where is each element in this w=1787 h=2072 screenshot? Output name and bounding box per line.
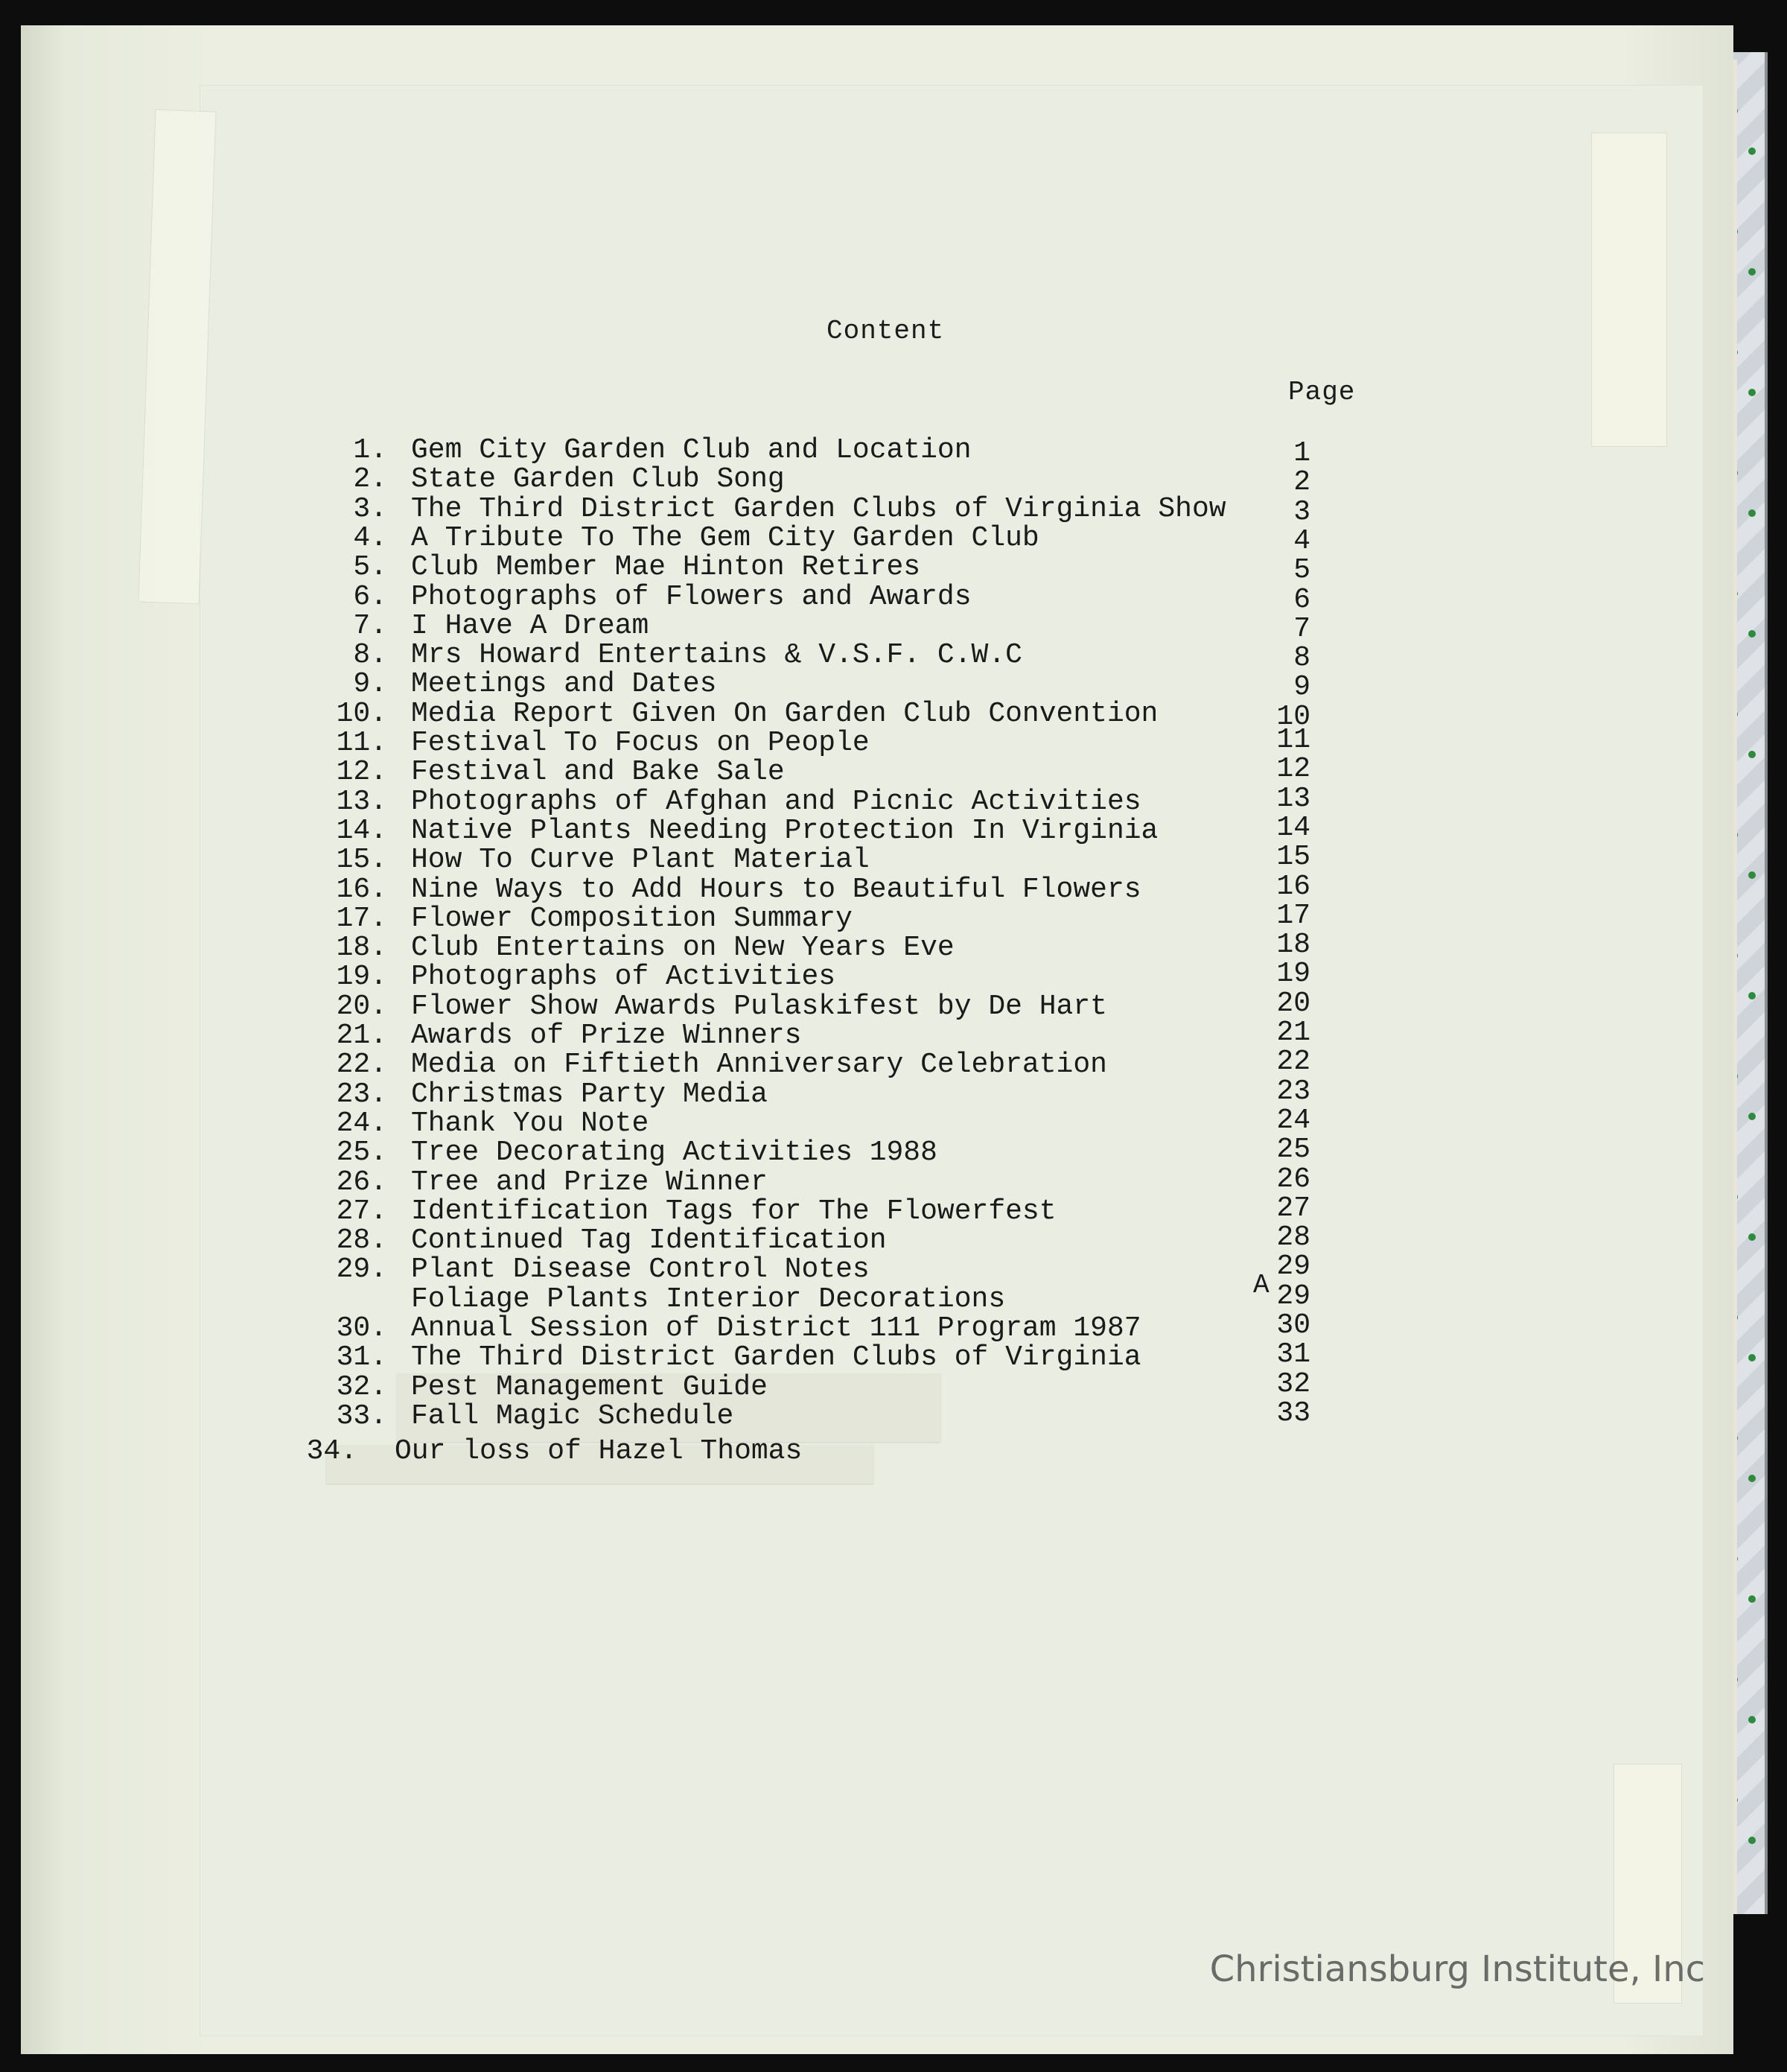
cover-pattern-dot: [1748, 1354, 1756, 1361]
toc-entry-page: 22: [1276, 1046, 1310, 1078]
toc-entry-page: 5: [1293, 554, 1310, 587]
toc-entry: [0, 1192, 1713, 1227]
toc-entry-title: Flower Composition Summary: [411, 902, 853, 935]
toc-entry-page: 28: [1276, 1221, 1310, 1254]
toc-entry-page: 3: [1293, 495, 1310, 528]
toc-entry-title: Foliage Plants Interior Decorations: [411, 1283, 1006, 1315]
toc-entry: [0, 668, 1713, 704]
toc-entry: [0, 492, 1713, 528]
toc-entry-number: 23.: [336, 1078, 387, 1110]
toc-entry-title: Christmas Party Media: [411, 1078, 768, 1110]
toc-entry-page: 17: [1276, 899, 1310, 932]
toc-entry-title: Plant Disease Control Notes: [411, 1253, 870, 1286]
toc-entry-title: Gem City Garden Club and Location: [411, 434, 972, 466]
cover-pattern-dot: [1748, 1837, 1756, 1844]
toc-entry-number: 4.: [353, 521, 387, 554]
page-title: Content: [826, 316, 945, 346]
toc-entry-page: 4: [1293, 524, 1310, 557]
toc-entry-title: Photographs of Flowers and Awards: [411, 580, 972, 613]
toc-entry-page: 11: [1276, 724, 1310, 756]
toc-entry-number: 31.: [336, 1341, 387, 1374]
toc-entry: [0, 870, 1713, 906]
toc-entry: [0, 753, 1713, 789]
toc-entry-number: 18.: [336, 932, 387, 965]
toc-entry: [0, 1134, 1713, 1169]
toc-entry-number: 12.: [336, 756, 387, 789]
toc-entry-number: 15.: [336, 844, 387, 877]
toc-entry-title: A Tribute To The Gem City Garden Club: [411, 521, 1039, 554]
toc-entry: [0, 1075, 1713, 1110]
toc-entry: [0, 697, 1713, 733]
toc-entry-title: Club Member Mae Hinton Retires: [411, 551, 921, 584]
toc-entry-number: 34.: [306, 1435, 357, 1468]
toc-entry-title: Festival To Focus on People: [411, 727, 870, 759]
toc-entry-page: 30: [1276, 1309, 1310, 1341]
toc-entry-page: 7: [1293, 612, 1310, 645]
toc-entry-number: 17.: [336, 902, 387, 935]
toc-entry-title: Identification Tags for The Flowerfest: [411, 1195, 1057, 1227]
page-column-header: Page: [1288, 377, 1356, 407]
toc-entry-number: 22.: [336, 1049, 387, 1081]
toc-entry-page: 31: [1276, 1338, 1310, 1371]
toc-entry-number: 29.: [336, 1253, 387, 1286]
toc-entry: [0, 811, 1713, 847]
toc-entry-page: 21: [1276, 1017, 1310, 1049]
toc-entry: [0, 987, 1713, 1023]
toc-entry-page: 2: [1293, 466, 1310, 499]
toc-entry-number: 6.: [353, 580, 387, 613]
toc-entry-page: 26: [1276, 1163, 1310, 1195]
toc-entry: [0, 639, 1713, 675]
toc-entry-title: Native Plants Needing Protection In Virginia: [411, 814, 1159, 847]
toc-entry: [0, 724, 1713, 759]
toc-entry-page: 15: [1276, 841, 1310, 874]
toc-entry-number: 5.: [353, 551, 387, 584]
toc-entry-page: 14: [1276, 811, 1310, 844]
toc-entry-page: 29: [1276, 1250, 1310, 1283]
cover-pattern-dot: [1748, 1233, 1756, 1241]
cover-pattern-dot: [1748, 389, 1756, 396]
toc-entry: [0, 1338, 1713, 1374]
toc-entry: [0, 782, 1713, 818]
toc-entry-number: 30.: [336, 1312, 387, 1344]
toc-entry-title: Thank You Note: [411, 1107, 649, 1140]
tape-strip-right: [1592, 133, 1666, 446]
cover-pattern-dot: [1748, 268, 1756, 276]
toc-entry-number: 8.: [353, 639, 387, 672]
toc-entry-number: 7.: [353, 609, 387, 642]
toc-entry: [0, 1396, 1713, 1432]
toc-entry-title: The Third District Garden Clubs of Virginia Show: [411, 492, 1226, 525]
toc-entry-number: 16.: [336, 873, 387, 906]
cover-pattern-dot: [1748, 1595, 1756, 1603]
toc-entry: [0, 929, 1713, 965]
toc-entry-page: 20: [1276, 987, 1310, 1020]
toc-entry-page: 8: [1293, 642, 1310, 675]
toc-entry-number: 3.: [353, 492, 387, 525]
toc-entry-page: 23: [1276, 1075, 1310, 1107]
toc-entry-number: 9.: [353, 668, 387, 701]
toc-entry-page: 13: [1276, 782, 1310, 815]
toc-entry: [0, 1163, 1713, 1198]
toc-entry-page: 32: [1276, 1367, 1310, 1400]
toc-entry-title: Festival and Bake Sale: [411, 756, 785, 789]
toc-entry-page: 12: [1276, 753, 1310, 786]
toc-entry-title: Pest Management Guide: [411, 1370, 768, 1403]
toc-entry-title: Media on Fiftieth Anniversary Celebration: [411, 1049, 1107, 1081]
toc-entry-page: 6: [1293, 583, 1310, 616]
toc-entry-number: 20.: [336, 990, 387, 1023]
toc-entry: [0, 609, 1713, 645]
toc-entry-number: 28.: [336, 1224, 387, 1257]
toc-entry-title: I Have A Dream: [411, 609, 649, 642]
cover-pattern-dot: [1748, 751, 1756, 758]
toc-entry-title: Club Entertains on New Years Eve: [411, 932, 955, 965]
toc-entry-title: Mrs Howard Entertains & V.S.F. C.W.C: [411, 639, 1022, 672]
toc-entry-number: 14.: [336, 814, 387, 847]
cover-pattern-dot: [1748, 1113, 1756, 1120]
toc-entry: [0, 1437, 1713, 1466]
toc-entry-page: 18: [1276, 929, 1310, 962]
toc-entry-page: 33: [1276, 1396, 1310, 1429]
toc-entry: [0, 958, 1713, 994]
toc-entry: [0, 841, 1713, 877]
toc-entry-number: 2.: [353, 463, 387, 496]
toc-entry-number: 11.: [336, 727, 387, 759]
toc-entry-title: Fall Magic Schedule: [411, 1399, 734, 1432]
toc-entry-page: 24: [1276, 1104, 1310, 1137]
toc-entry-number: 26.: [336, 1166, 387, 1198]
toc-entry-title: Tree Decorating Activities 1988: [411, 1137, 937, 1169]
cover-pattern-dot: [1748, 992, 1756, 1000]
cover-pattern-dot: [1748, 871, 1756, 879]
toc-entry: [0, 1309, 1713, 1344]
cover-pattern-dot: [1748, 509, 1756, 517]
toc-entry-number: 24.: [336, 1107, 387, 1140]
cover-pattern-dot: [1748, 1716, 1756, 1723]
toc-entry-number: 27.: [336, 1195, 387, 1227]
toc-entry-title: The Third District Garden Clubs of Virginia: [411, 1341, 1141, 1374]
toc-entry-number: 25.: [336, 1137, 387, 1169]
toc-entry: [0, 1104, 1713, 1140]
toc-entry-number: 13.: [336, 785, 387, 818]
toc-entry-page: 19: [1276, 958, 1310, 991]
toc-entry-page: 16: [1276, 870, 1310, 903]
toc-entry-number: 21.: [336, 1020, 387, 1052]
toc-entry-title: Photographs of Afghan and Picnic Activities: [411, 785, 1141, 818]
toc-entry-title: Nine Ways to Add Hours to Beautiful Flowers: [411, 873, 1141, 906]
toc-entry-title: How To Curve Plant Material: [411, 844, 870, 877]
toc-entry: [0, 521, 1713, 557]
toc-entry: [0, 1017, 1713, 1052]
toc-entry: [0, 1046, 1713, 1081]
toc-entry-number: 1.: [353, 434, 387, 466]
watermark: Christiansburg Institute, Inc: [1209, 1948, 1705, 1990]
toc-entry-title: Tree and Prize Winner: [411, 1166, 768, 1198]
toc-entry-title: Annual Session of District 111 Program 1987: [411, 1312, 1141, 1344]
toc-entry-title: Our loss of Hazel Thomas: [395, 1435, 803, 1468]
toc-entry-title: Meetings and Dates: [411, 668, 717, 701]
toc-entry-number: 33.: [336, 1399, 387, 1432]
toc-entry-page: 29: [1276, 1280, 1310, 1312]
toc-entry-title: Awards of Prize Winners: [411, 1020, 802, 1052]
toc-entry: [0, 1250, 1713, 1286]
toc-entry-page: 9: [1293, 671, 1310, 704]
toc-entry: [0, 434, 1713, 469]
toc-entry: [0, 1280, 1713, 1315]
toc-entry-page: 25: [1276, 1134, 1310, 1166]
cover-pattern-dot: [1748, 630, 1756, 638]
toc-entry-number: 19.: [336, 961, 387, 994]
toc-entry-title: Photographs of Activities: [411, 961, 836, 994]
toc-entry: [0, 580, 1713, 616]
toc-entry-page: 10: [1276, 700, 1310, 733]
toc-entry-page: 1: [1293, 437, 1310, 469]
foliage-page-prefix: A: [1253, 1270, 1270, 1300]
cover-pattern-dot: [1748, 147, 1756, 155]
toc-entry: [0, 899, 1713, 935]
toc-entry-title: Flower Show Awards Pulaskifest by De Hart: [411, 990, 1107, 1023]
toc-entry: [0, 1367, 1713, 1403]
toc-entry-title: State Garden Club Song: [411, 463, 785, 496]
toc-entry: [0, 463, 1713, 499]
toc-entry-page: 27: [1276, 1192, 1310, 1224]
toc-entry-number: 10.: [336, 697, 387, 730]
toc-entry: [0, 551, 1713, 587]
toc-entry-title: Media Report Given On Garden Club Convention: [411, 697, 1159, 730]
toc-entry: [0, 1221, 1713, 1257]
cover-pattern-dot: [1748, 1475, 1756, 1482]
toc-entry-title: Continued Tag Identification: [411, 1224, 887, 1257]
toc-entry-number: 32.: [336, 1370, 387, 1403]
